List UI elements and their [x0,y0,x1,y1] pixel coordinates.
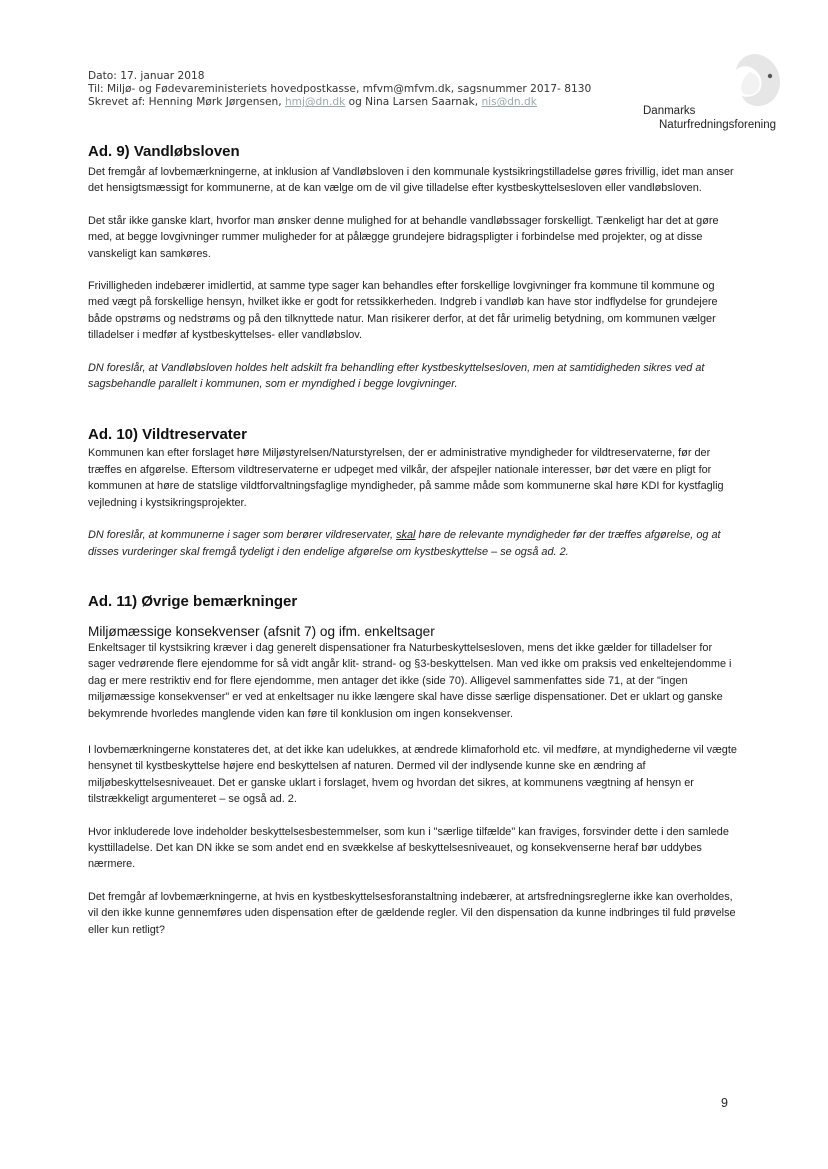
proposal-text-b: høre de relevante myndigheder før der træffes afgørelse, og at disses vurderinger skal fremgå tydeligt i den endelige afgørelse om kystbeskyttelse – se også ad. 2. [88,529,721,558]
logo-text-line1: Danmarks [643,105,696,117]
paragraph: Det fremgår af lovbemærkningerne, at inklusion af Vandløbsloven i den kommunale kystsikringstilladelse gøres frivillig, idet man anser det hensigtsmæssigt for kommunerne, at de kan vælge om de vil give tilladelse efter kystbeskyttelsesloven eller vandløbsloven. [88,166,734,195]
proposal-paragraph [88,527,738,560]
proposal-paragraph: DN foreslår, at Vandløbsloven holdes helt adskilt fra behandling efter kystbeskyttelsesloven, men at samtidigheden sikres ved at sagsbehandle parallelt i kommunen, som er myndighed i begge lovgivninger. [88,361,705,391]
header-recipient: Til: Miljø- og Fødevareministeriets hovedpostkasse, mfvm@mfvm.dk, sagsnummer 2017- 8130 [88,83,592,96]
subsection-heading: Miljømæssige konsekvenser (afsnit 7) og ifm. enkeltsager [88,623,435,639]
bird-logo-icon [730,52,782,108]
logo-text-line2: Naturfredningsforening [659,119,776,131]
header-authors-prefix: Skrevet af: Henning Mørk Jørgensen, [88,96,282,109]
section-heading-9: Ad. 9) Vandløbsloven [88,143,240,160]
paragraph: Det står ikke ganske klart, hvorfor man ønsker denne mulighed for at behandle vandløbssager forskelligt. Tænkeligt har det at gøre med, at begge lovgivninger rummer muligheder for at pålægge grundejere bidragspligter i forbindelse med projekter, og at disse vanskeligt kan samkøres. [88,214,719,260]
header-authors [88,96,591,109]
paragraph: Kommunen kan efter forslaget høre Miljøstyrelsen/Naturstyrelsen, der er administrative myndigheder for vildtreservaterne, før der træffes en afgørelse. Eftersom vildtreservaterne er udpeget med vilkår, der afspejler nationale interesser, bør det være en pligt for kommunen at høre de statslige vildtforvaltningsfaglige myndigheder, på samme måde som kommunerne skal høre KDI for kystfaglig vejledning i kystsikringsprojekter. [88,447,724,509]
proposal-text-emphasis: skal [396,529,416,542]
paragraph: Hvor inkluderede love indeholder beskyttelsesbestemmelser, som kun i "særlige tilfælde" kan fraviges, forsvinder dette i den samlede kysttilladelse. Det kan DN ikke se som andet end en svækkelse af beskyttelsesniveauet, og konsekvenserne heraf bør uddybes nærmere. [88,825,729,871]
page-number: 9 [721,1096,728,1110]
paragraph: I lovbemærkningerne konstateres det, at det ikke kan udelukkes, at ændrede klimaforhold etc. vil medføre, at myndighederne vil vægte hensynet til kystbeskyttelse højere end beskyttelsen af naturen. Dermed vil der indlysende kunne ske en ændring af miljøbeskyttelsesniveauet. Det er ganske uklart i forslaget, hvem og hvordan det sikres, at kommunens vægtning af hensyn er tilstrækkeligt argumenteret – se også ad. 2. [88,743,737,806]
proposal-text-a: DN foreslår, at kommunerne i sager som berører vildreservater, [88,529,394,542]
section-heading-11: Ad. 11) Øvrige bemærkninger [88,592,298,610]
section-heading-10: Ad. 10) Vildtreservater [88,426,247,444]
dn-logo [640,52,790,136]
header-authors-mid: og Nina Larsen Saarnak, [348,96,479,109]
paragraph: Enkeltsager til kystsikring kræver i dag generelt dispensationer fra Naturbeskyttelsesloven, mens det ikke gælder for tilladelser for sager vedrørende flere ejendomme for så vidt angår klit- strand- og §3-beskyttelsen. Man ved ikke om praksis ved enkeltejendomme i dag er mere restriktiv end for flere ejendomme, men antager det ikke (side 70). Alligevel sammenfattes side 71, at der "ingen miljømæssige konsekvenser" er ved at enkeltsager nu ikke længere skal have disse særlige dispensationer. Det er uklart og ganske bekymrende hvorledes manglende viden kan føre til konklusion om ingen konsekvenser. [88,641,732,720]
paragraph: Det fremgår af lovbemærkningerne, at hvis en kystbeskyttelsesforanstaltning indebærer, at artsfredningsreglerne ikke kan overholdes, vil den ikke kunne gennemføres uden dispensation efter de gældende regler. Vil den dispensation da kunne indbringes til fuld prøvelse eller kun retligt? [88,890,736,936]
email-link-hmj[interactable]: hmj@dn.dk [284,96,346,109]
letter-header [88,70,591,110]
paragraph: Frivilligheden indebærer imidlertid, at samme type sager kan behandles efter forskellige lovgivninger fra kommune til kommune og med vægt på forskellige hensyn, hvilket ikke er godt for retssikkerheden. Indgreb i vandløb kan have stor indflydelse for grundejere både opstrøms og nedstrøms og på den tilknyttede natur. Man risikerer derfor, at det får urimelig betydning, om kommunen vælger tilladelser i medfør af kystbeskyttelses- eller vandløbslov. [88,280,718,342]
document-body [88,143,738,938]
header-date: Dato: 17. januar 2018 [88,70,205,82]
email-link-nis[interactable]: nis@dn.dk [481,96,537,109]
